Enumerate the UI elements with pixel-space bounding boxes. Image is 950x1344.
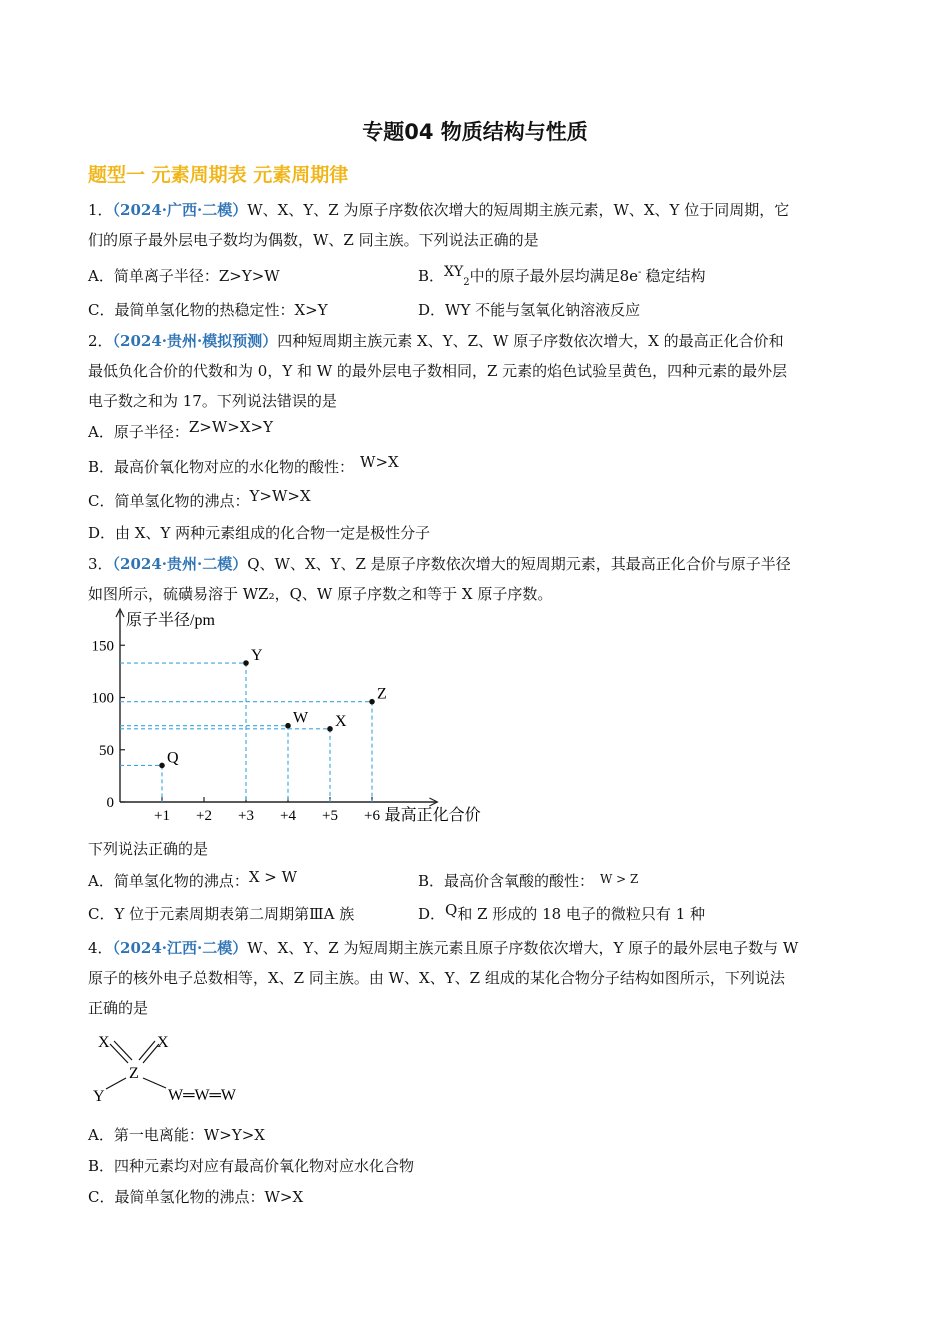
data-point	[285, 723, 291, 729]
q4-option-c: C．最简单氢化物的沸点：W>X	[88, 1188, 304, 1206]
point-label: W	[293, 709, 309, 727]
molecule-structure	[88, 1028, 278, 1108]
q2-option-d: D．由 X、Y 两种元素组成的化合物一定是极性分子	[88, 524, 431, 542]
x-tick-label: +1	[154, 808, 170, 824]
x-tick-label: +6	[364, 808, 380, 824]
q3-number: 3．	[88, 555, 113, 573]
q3-option-c: C．Y 位于元素周期表第二周期第ⅢA 族	[88, 905, 355, 923]
bond-zx-right-2	[143, 1044, 159, 1063]
q2-number: 2．	[88, 332, 113, 350]
q2-option-b: B．最高价氧化物对应的水化物的酸性： W>X	[88, 453, 399, 476]
atom-z: Z	[129, 1065, 139, 1082]
q3-stem2: 如图所示，硫磺易溶于 WZ₂，Q、W 原子序数之和等于 X 原子序数。	[88, 585, 553, 603]
q3-stem-line1	[88, 553, 791, 574]
y-tick-label: 50	[99, 742, 114, 759]
q1-option-c: C．最简单氢化物的热稳定性：X>Y	[88, 301, 328, 319]
atom-x-right: X	[157, 1034, 169, 1051]
atom-x-left: X	[98, 1034, 110, 1051]
q1-option-a: A．简单离子半径：Z>Y>W	[88, 267, 280, 285]
q3-option-a: A．简单氢化物的沸点：X > W	[88, 868, 298, 890]
bond-zw	[143, 1078, 166, 1088]
x-tick-label: +3	[238, 808, 254, 824]
section-heading: 题型一 元素周期表 元素周期律	[88, 164, 349, 186]
point-label: Q	[167, 749, 179, 767]
q2-option-a: A．原子半径：Z>W>X>Y	[88, 418, 273, 441]
x-axis-label: 最高正化合价	[384, 807, 481, 824]
q3-option-d: D．Q和 Z 形成的 18 电子的微粒只有 1 种	[418, 901, 706, 923]
q4-option-b: B．四种元素均对应有最高价氧化物对应水化合物	[88, 1157, 415, 1175]
q1-option-d: D．WY 不能与氢氧化钠溶液反应	[418, 301, 641, 319]
q1-stem2: 们的原子最外层电子数均为偶数，W、Z 同主族。下列说法正确的是	[88, 231, 539, 249]
x-tick-label: +4	[280, 808, 296, 824]
y-tick-label: 150	[91, 638, 114, 655]
y-tick-label: 0	[106, 795, 114, 811]
q4-stem2: 原子的核外电子总数相等，X、Z 同主族。由 W、X、Y、Z 组成的某化合物分子结构如图所示，下列说法	[88, 969, 785, 987]
data-point	[159, 763, 165, 769]
bond-zy	[106, 1078, 126, 1089]
w-chain: W═W═W	[168, 1087, 236, 1104]
q4-option-a: A．第一电离能：W>Y>X	[88, 1126, 265, 1144]
x-tick-label: +2	[196, 808, 212, 824]
q3-option-b: B．最高价含氧酸的酸性： $^{W > Z}$	[418, 872, 639, 890]
radius-valence-chart	[80, 605, 510, 835]
q4-stem3: 正确的是	[88, 999, 149, 1017]
q2-stem-line1	[88, 330, 784, 351]
bond-zx-right-1	[139, 1041, 155, 1060]
q3-stem1: Q、W、X、Y、Z 是原子序数依次增大的短周期元素，其最高正化合价与原子半径	[247, 555, 791, 573]
q4-source: （2024·江西·二模）	[112, 939, 248, 957]
q4-stem-line1	[88, 937, 798, 958]
atom-y: Y	[93, 1088, 105, 1105]
q2-stem1: 四种短周期主族元素 X、Y、Z、W 原子序数依次增大，X 的最高正化合价和	[277, 332, 784, 350]
q1-stem1: W、X、Y、Z 为原子序数依次增大的短周期主族元素，W、X、Y 位于同周期，它	[247, 201, 790, 219]
q1-b-formula: XY	[444, 264, 464, 280]
q3-source: （2024·贵州·二模）	[112, 555, 248, 573]
page-title: 专题04 物质结构与性质	[362, 120, 588, 144]
q4-stem1: W、X、Y、Z 为短周期主族元素且原子序数依次增大，Y 原子的最外层电子数与 W	[247, 939, 799, 957]
q1-number: 1．	[88, 201, 113, 219]
point-label: Z	[377, 685, 387, 703]
q3-after-chart: 下列说法正确的是	[88, 840, 209, 858]
y-tick-label: 100	[91, 690, 114, 707]
point-label: X	[335, 712, 347, 730]
q2-stem2: 最低负化合价的代数和为 0，Y 和 W 的最外层电子数相同，Z 元素的焰色试验呈黄色，四种元素的最外层	[88, 362, 788, 380]
point-label: Y	[251, 647, 263, 665]
data-point	[327, 726, 333, 732]
q1-option-b: B．$XY_2$中的原子最外层均满足8e- 稳定结构	[418, 264, 706, 288]
q1-source: （2024·广西·二模）	[112, 201, 248, 219]
q4-number: 4．	[88, 939, 113, 957]
data-point	[243, 660, 249, 666]
x-tick-label: +5	[322, 808, 338, 824]
y-axis-label: 原子半径/pm	[126, 612, 215, 629]
data-point	[369, 699, 375, 705]
q1-stem-line1	[88, 199, 789, 220]
q2-source: （2024·贵州·模拟预测）	[112, 332, 278, 350]
q2-stem3: 电子数之和为 17。下列说法错误的是	[88, 392, 337, 410]
q2-option-c: C．简单氢化物的沸点：Y>W>X	[88, 487, 311, 510]
